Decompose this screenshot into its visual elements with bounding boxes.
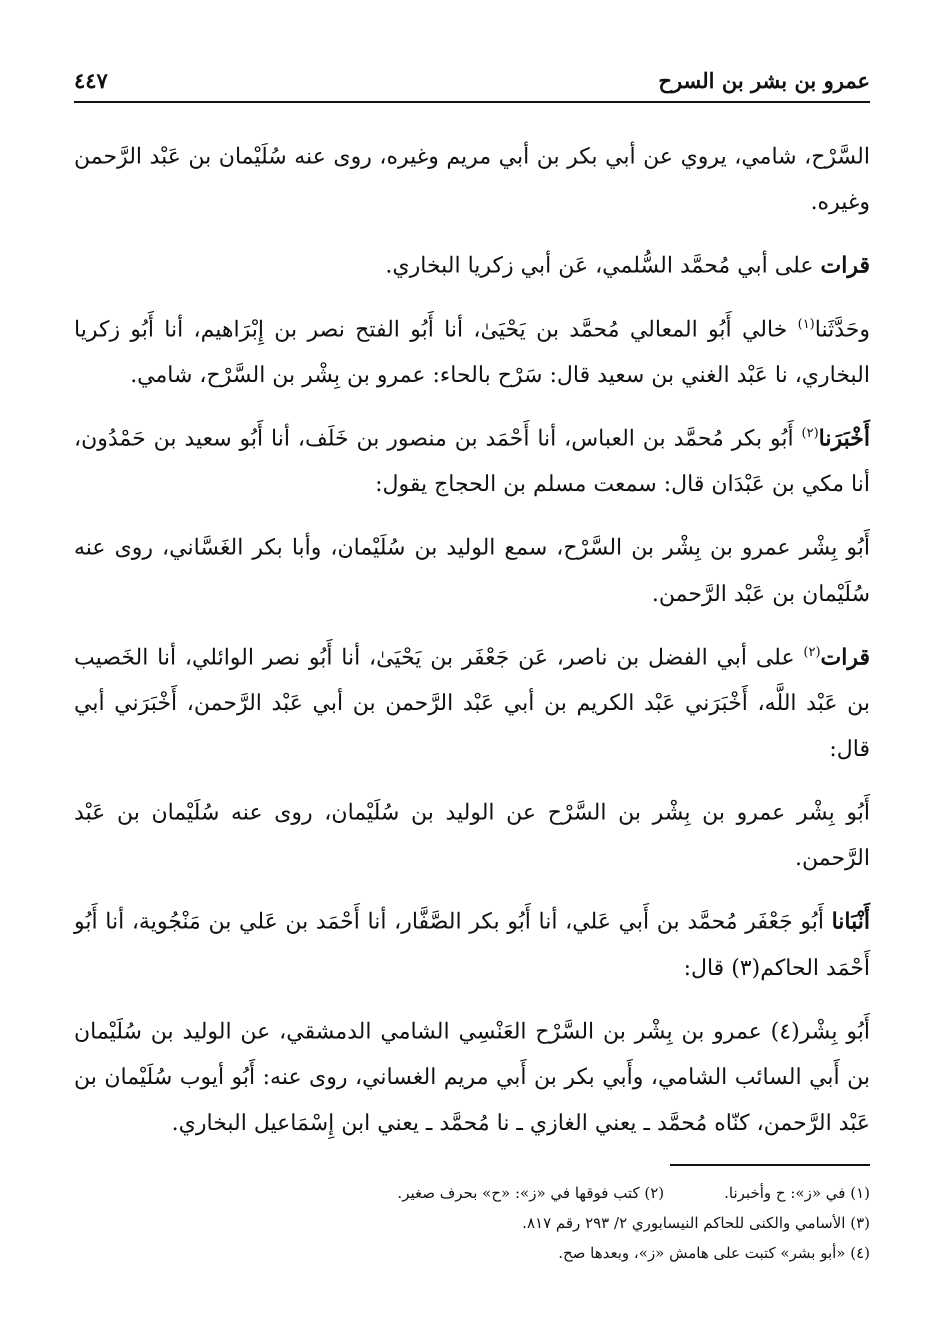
footnote-divider [670, 1164, 870, 1166]
footnote-2: (٢) كتب فوقها في «ز»: «ح» بحرف صغير. [397, 1184, 665, 1202]
paragraph-text: أَبُو بكر مُحمَّد بن العباس، أنا أَحْمَد بن منصور بن خَلَف، أنا أَبُو سعيد بن حَمْدُون، أنا مكي بن عَبْدَان قال: سمعت مسلم بن الحجاج يقول: [74, 426, 870, 498]
main-text [74, 129, 870, 1147]
paragraph-lead: قرات [820, 643, 870, 670]
paragraph-text: على أبي الفضل بن ناصر، عَن جَعْفَر بن يَحْيَىٰ، أنا أَبُو نصر الوائلي، أنا الخَصيب بن عَبْد اللَّه، أَخْبَرَني عَبْد الكريم بن أبي عَبْد الرَّحمن بن أبي عَبْد الرَّحمن، أَخْبَرَني أبي قال: [74, 644, 870, 762]
paragraph-8 [74, 894, 870, 991]
running-title: عمرو بن بشر بن السرح [658, 68, 870, 93]
paragraph-text: أَبُو بِشْر عمرو بن بِشْر بن السَّرْح عن الوليد بن سُلَيْمان، روى عنه سُلَيْمان بن عَبْد الرَّحمن. [74, 800, 870, 872]
footnote-ref: (٢) [803, 644, 821, 660]
footnote-row [74, 1178, 870, 1208]
paragraph-3 [74, 302, 870, 399]
page-number: ٤٤٧ [74, 68, 108, 93]
paragraph-text: خالي أَبُو المعالي مُحمَّد بن يَحْيَىٰ، أنا أَبُو الفتح نصر بن إِبْرَاهيم، أنا أَبُو زكريا البخاري، نا عَبْد الغني بن سعيد قال: سَرْح بالحاء: عمرو بن بِشْر بن السَّرْح، شامي. [74, 316, 870, 388]
footnote-ref: (٢) [801, 425, 819, 441]
running-header [74, 70, 870, 103]
paragraph-text: أَبُو جَعْفَر مُحمَّد بن أَبي عَلي، أنا أَبُو بكر الصَّفَّار، أنا أَحْمَد بن عَلي بن مَنْجُوية، أنا أَبُو أَحْمَد الحاكم(٣) قال: [74, 909, 870, 981]
footnote-1: (١) في «ز»: ح وأخبرنا. [724, 1184, 870, 1202]
footnote-4: (٤) «أبو بشر» كتبت على هامش «ز»، وبعدها صح. [558, 1244, 870, 1262]
paragraph-5 [74, 520, 870, 617]
paragraph-text: أَبُو بِشْر(٤) عمرو بن بِشْر بن السَّرْح العَنْسِي الشامي الدمشقي، عن الوليد بن سُلَيْمان بن أَبي السائب الشامي، وأَبي بكر بن أَبي مريم الغساني، روى عنه: أَبُو أيوب سُلَيْمان بن عَبْد الرَّحمن، كنّاه مُحمَّد ـ يعني الغازي ـ نا مُحمَّد ـ يعني ابن إِسْمَاعيل البخاري. [74, 1018, 870, 1136]
paragraph-lead: قرات [820, 252, 870, 279]
paragraph-text: على أبي مُحمَّد السُّلمي، عَن أبي زكريا البخاري. [385, 253, 821, 279]
footnote-row [74, 1208, 870, 1238]
footnotes [74, 1178, 870, 1268]
paragraph-lead: أَنْبَانا [831, 908, 870, 935]
paragraph-lead: أَخْبَرَنا [818, 425, 870, 452]
paragraph-lead: وحَدَّثَنا [814, 316, 870, 342]
paragraph-6 [74, 630, 870, 773]
footnote-ref: (١) [797, 316, 815, 332]
paragraph-text: أَبُو بِشْر عمرو بن بِشْر بن السَّرْح، سمع الوليد بن سُلَيْمان، وأبا بكر الغَسَّاني، روى عنه سُلَيْمان بن عَبْد الرَّحمن. [74, 535, 870, 607]
paragraph-1 [74, 129, 870, 226]
paragraph-7 [74, 785, 870, 882]
paragraph-text: السَّرْح، شامي، يروي عن أبي بكر بن أبي مريم وغيره، روى عنه سُلَيْمان بن عَبْد الرَّحمن وغيره. [74, 144, 870, 216]
footnote-row [74, 1238, 870, 1268]
footnote-3: (٣) الأسامي والكنى للحاكم النيسابوري ٢/ ٢٩٣ رقم ٨١٧. [522, 1214, 870, 1232]
paragraph-4 [74, 411, 870, 508]
paragraph-9 [74, 1004, 870, 1147]
paragraph-2 [74, 238, 870, 289]
